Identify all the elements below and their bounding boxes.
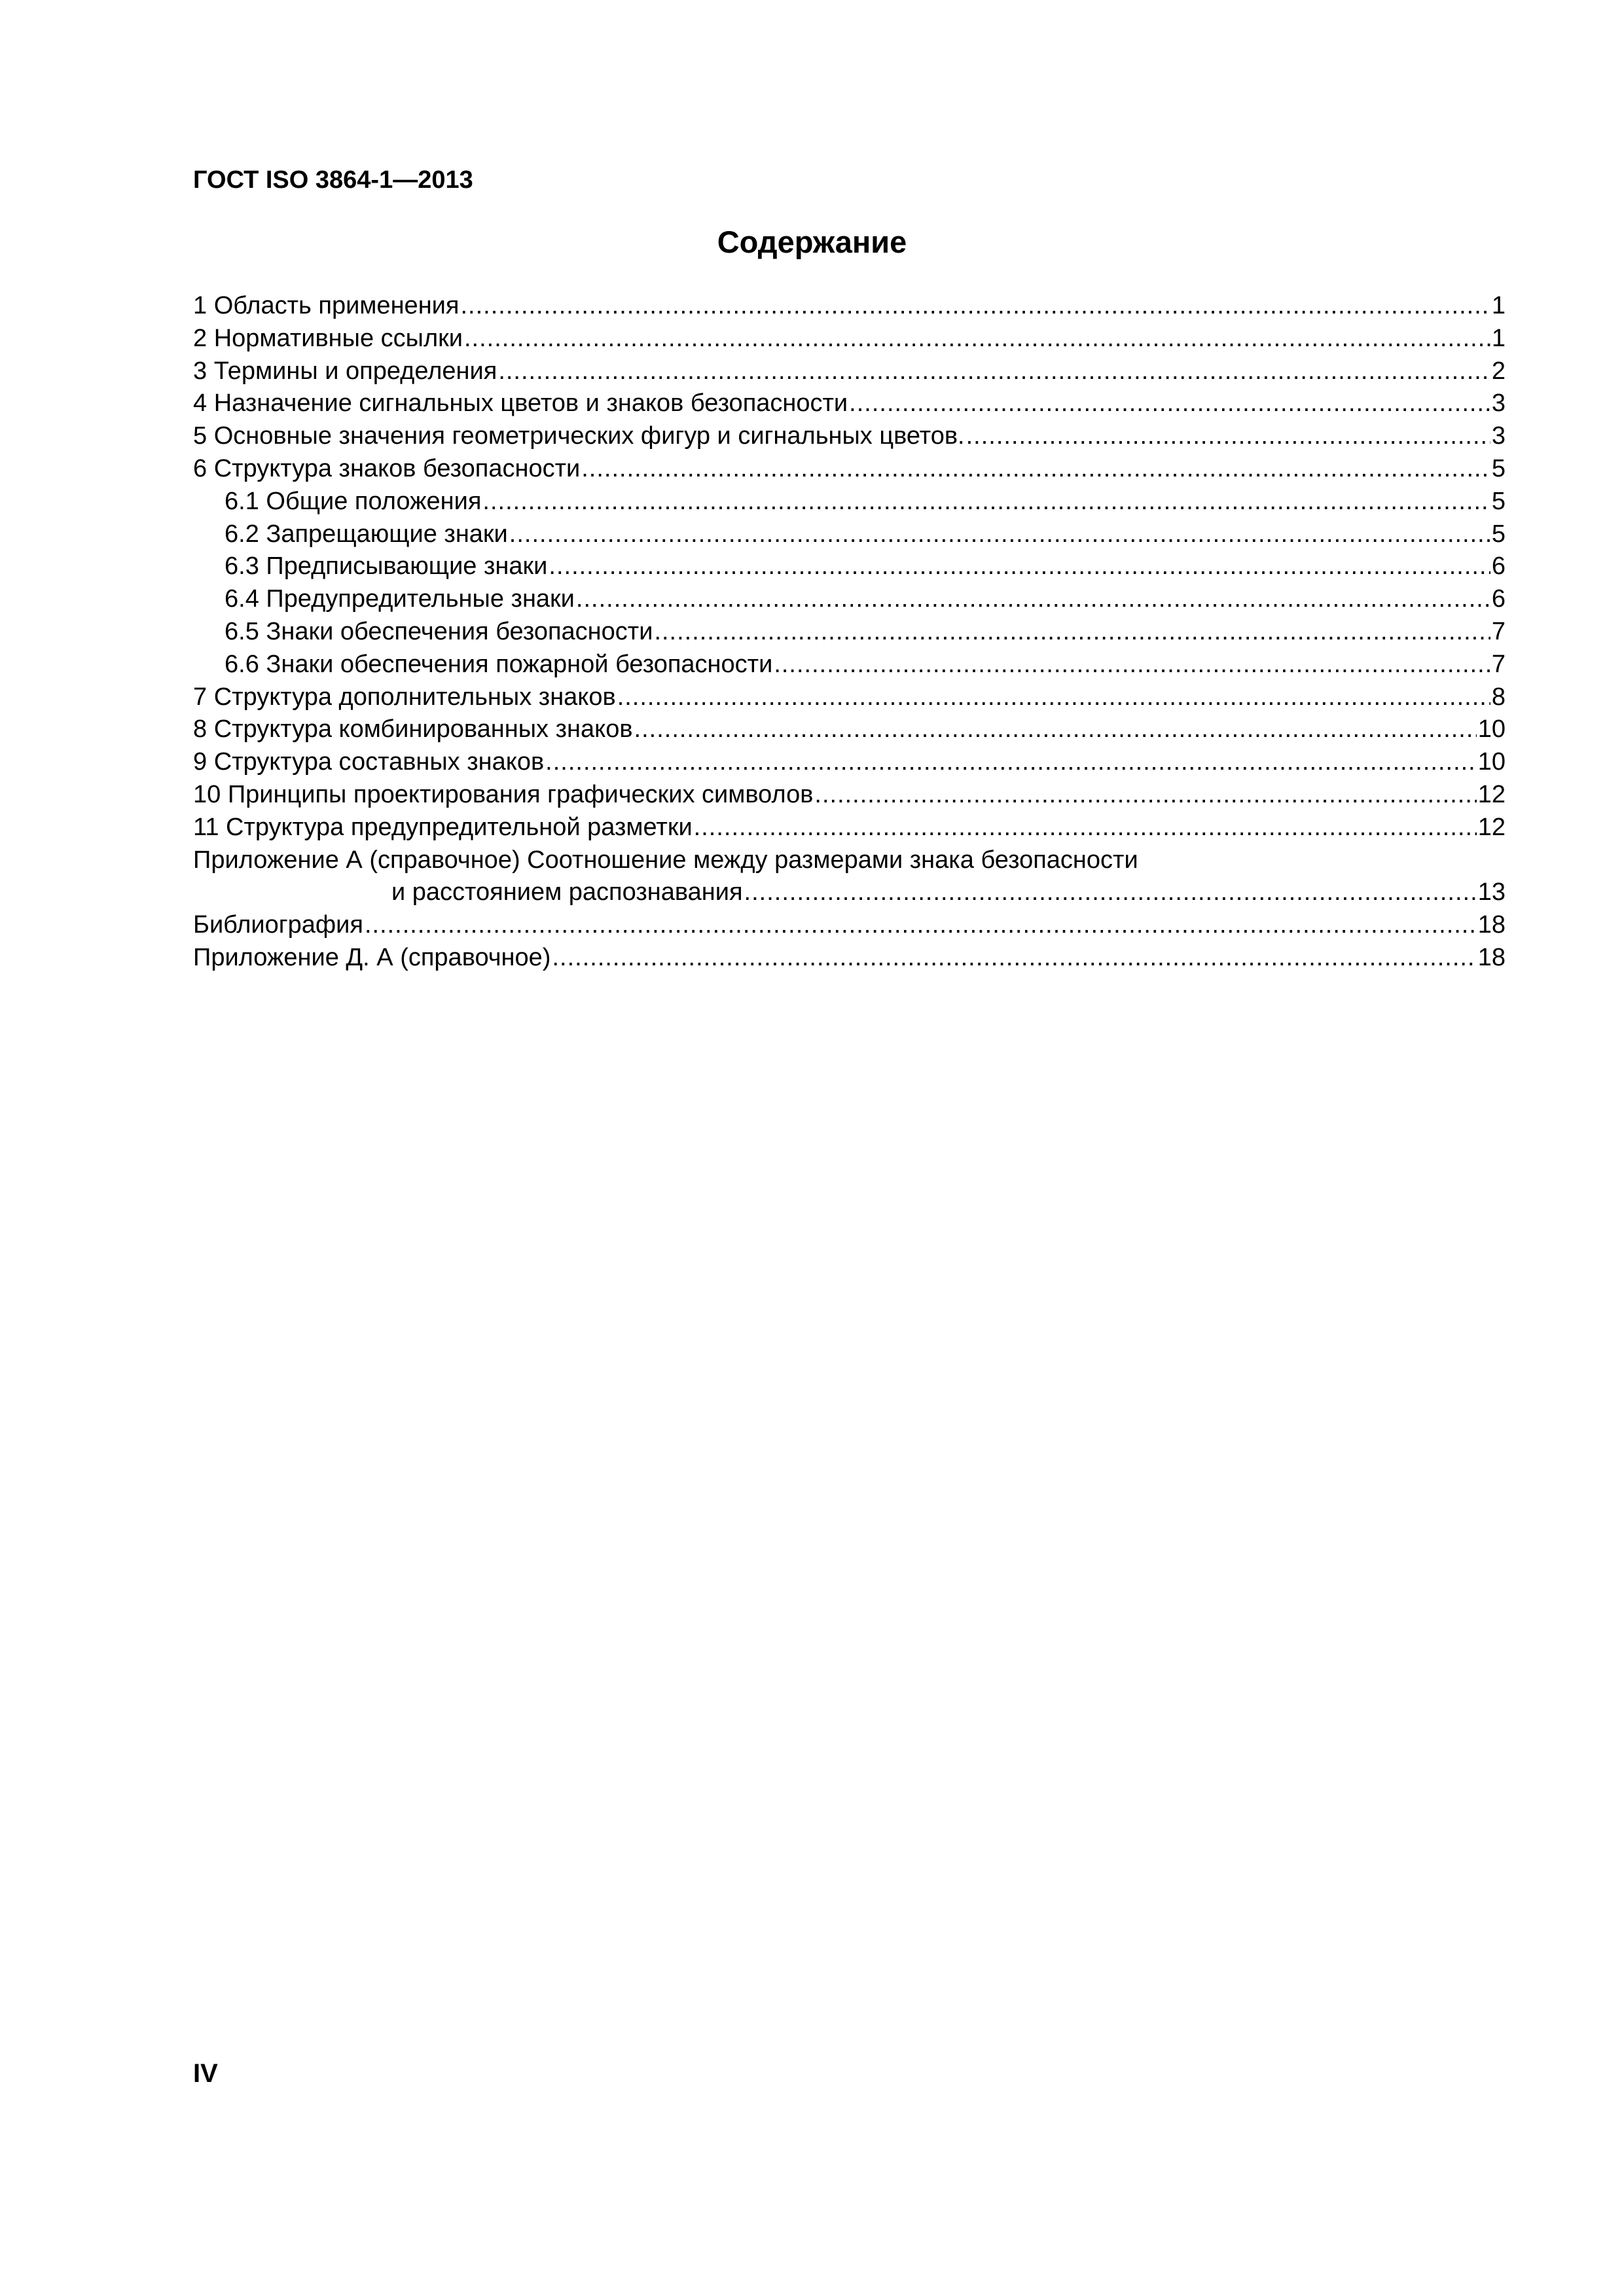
toc-dot-leader <box>365 909 1477 942</box>
toc-entry-page: 1 <box>1491 324 1506 352</box>
toc-dot-leader <box>482 486 1490 518</box>
toc-entry-page: 3 <box>1491 389 1506 418</box>
table-of-contents <box>193 290 1506 975</box>
toc-dot-leader <box>545 746 1477 779</box>
toc-entry-page: 18 <box>1477 943 1506 971</box>
toc-entry[interactable] <box>193 486 1506 518</box>
toc-dot-leader <box>654 616 1490 649</box>
toc-entry-label: 10 Принципы проектирования графических символов <box>193 780 814 808</box>
toc-entry[interactable] <box>193 387 1506 420</box>
toc-dot-leader <box>460 290 1490 323</box>
toc-entry[interactable] <box>193 355 1506 388</box>
toc-entry[interactable] <box>193 616 1506 649</box>
toc-entry[interactable] <box>193 779 1506 812</box>
toc-entry-label: Приложение Д. А (справочное) <box>193 943 551 971</box>
toc-entry-page: 10 <box>1477 748 1506 776</box>
page-title: Содержание <box>717 224 907 259</box>
toc-entry-appendix-a[interactable] <box>193 844 1506 910</box>
toc-entry-label: Библиография <box>193 911 363 939</box>
toc-entry-label: 6.5 Знаки обеспечения безопасности <box>225 617 653 645</box>
toc-entry-page: 6 <box>1491 552 1506 581</box>
toc-entry[interactable] <box>193 812 1506 844</box>
toc-dot-leader <box>617 681 1490 714</box>
toc-entry[interactable] <box>193 323 1506 355</box>
toc-entry-label: Приложение А (справочное) Соотношение между размерами знака безопасности <box>193 846 1138 874</box>
toc-entry[interactable] <box>193 420 1506 453</box>
toc-entry-page: 12 <box>1477 780 1506 808</box>
toc-entry-label: 6.6 Знаки обеспечения пожарной безопасности <box>225 650 773 678</box>
toc-entry[interactable] <box>193 746 1506 779</box>
toc-entry[interactable] <box>193 713 1506 746</box>
toc-tail-list <box>193 909 1506 975</box>
toc-entry-page: 2 <box>1491 357 1506 385</box>
toc-entry[interactable] <box>193 909 1506 942</box>
toc-dot-leader <box>464 323 1490 355</box>
toc-entry[interactable] <box>193 681 1506 714</box>
toc-entry-label: 7 Структура дополнительных знаков <box>193 683 616 711</box>
toc-entry[interactable] <box>193 290 1506 323</box>
toc-entry-label: 5 Основные значения геометрических фигур и сигнальных цветов. <box>193 422 965 450</box>
toc-dot-leader <box>814 779 1476 812</box>
toc-entry-label: 1 Область применения <box>193 292 460 319</box>
toc-entry-label: 6.3 Предписывающие знаки <box>225 552 548 581</box>
toc-entry-page: 5 <box>1491 454 1506 482</box>
toc-entry-page: 5 <box>1491 520 1506 548</box>
toc-entry-page: 7 <box>1491 617 1506 645</box>
toc-entry-page: 7 <box>1491 650 1506 678</box>
toc-entry[interactable] <box>193 550 1506 583</box>
toc-entry-page: 12 <box>1477 813 1506 841</box>
toc-dot-leader <box>552 942 1476 975</box>
toc-entry-page: 5 <box>1491 487 1506 515</box>
toc-entry-page: 18 <box>1477 911 1506 939</box>
toc-entry-label: 4 Назначение сигнальных цветов и знаков безопасности <box>193 389 848 418</box>
page-number: IV <box>193 2059 218 2088</box>
toc-entry-page: 8 <box>1491 683 1506 711</box>
toc-entry[interactable] <box>193 649 1506 681</box>
toc-dot-leader <box>849 387 1490 420</box>
toc-entry-label: 3 Термины и определения <box>193 357 497 385</box>
toc-entry[interactable] <box>193 583 1506 616</box>
toc-main-list <box>193 290 1506 844</box>
toc-entry-page: 6 <box>1491 585 1506 613</box>
toc-entry-label: 6 Структура знаков безопасности <box>193 454 581 482</box>
toc-dot-leader <box>576 583 1490 616</box>
toc-dot-leader <box>774 649 1490 681</box>
standard-code-header: ГОСТ ISO 3864-1—2013 <box>193 166 473 194</box>
toc-entry-label: 11 Структура предупредительной разметки <box>193 813 693 841</box>
toc-dot-leader <box>744 876 1477 909</box>
toc-dot-leader <box>581 453 1490 486</box>
toc-entry-page: 10 <box>1477 715 1506 744</box>
toc-dot-leader <box>634 713 1477 746</box>
toc-entry-label: 2 Нормативные ссылки <box>193 324 463 352</box>
toc-entry-label: 8 Структура комбинированных знаков <box>193 715 633 744</box>
toc-entry-page: 13 <box>1477 878 1506 906</box>
toc-entry-label: 6.4 Предупредительные знаки <box>225 585 575 613</box>
toc-entry[interactable] <box>193 942 1506 975</box>
toc-dot-leader <box>549 550 1490 583</box>
toc-dot-leader <box>498 355 1490 388</box>
toc-entry[interactable] <box>193 453 1506 486</box>
toc-dot-leader <box>966 420 1490 453</box>
toc-entry[interactable] <box>193 518 1506 551</box>
toc-entry-label: 6.1 Общие положения <box>225 487 482 515</box>
toc-entry-label: 9 Структура составных знаков <box>193 748 545 776</box>
toc-entry-page: 1 <box>1491 292 1506 319</box>
toc-dot-leader <box>509 518 1490 551</box>
toc-entry-page: 3 <box>1491 422 1506 450</box>
toc-dot-leader <box>694 812 1477 844</box>
toc-entry-label-continuation: и расстоянием распознавания <box>391 878 743 906</box>
toc-entry-label: 6.2 Запрещающие знаки <box>225 520 508 548</box>
